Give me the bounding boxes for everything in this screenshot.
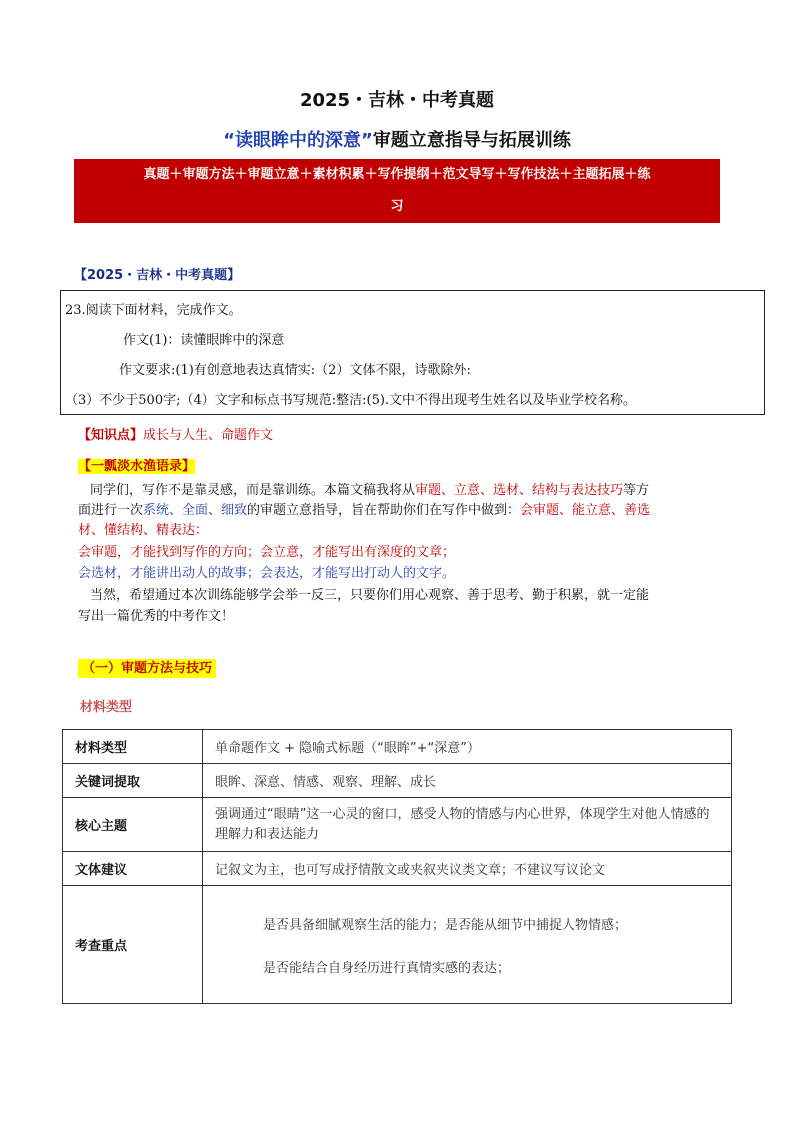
exam-heading: 【2025・吉林・中考真题】 bbox=[74, 268, 241, 283]
intro-heading bbox=[78, 455, 195, 474]
analysis-table bbox=[62, 729, 732, 1004]
knowledge-point bbox=[78, 424, 273, 443]
exam-question-box bbox=[60, 290, 765, 415]
table-row bbox=[63, 764, 732, 798]
question-line-3: 作文要求:(1)有创意地表达真情实:（2）文体不限，诗歌除外: bbox=[119, 363, 471, 378]
focus-line-2: 是否能结合自身经历进行真情实感的表达； bbox=[263, 960, 511, 976]
intro-highlight: 会审题、能立意、善选 bbox=[520, 503, 651, 518]
section-1-subheading: 材料类型 bbox=[80, 700, 133, 715]
table-row bbox=[63, 730, 732, 764]
table-value: 记叙文为主，也可写成抒情散文或夹叙夹议类文章；不建议写议论文 bbox=[203, 852, 732, 886]
intro-line-6: 当然，希望通过本次训练能够学会举一反三，只要你们用心观察、善于思考、勤于积累，就一定能 bbox=[90, 588, 650, 603]
subtitle-rest: 审题立意指导与拓展训练 bbox=[372, 130, 571, 151]
section-1-heading-text: （一）审题方法与技巧 bbox=[78, 659, 216, 678]
page-title: 2025・吉林・中考真题 bbox=[299, 90, 495, 111]
intro-text: 等方 bbox=[623, 483, 650, 498]
table-key: 材料类型 bbox=[63, 730, 203, 764]
table-key: 文体建议 bbox=[63, 852, 203, 886]
table-value bbox=[203, 886, 732, 1004]
knowledge-label: 【知识点】 bbox=[78, 428, 144, 443]
table-key: 关键词提取 bbox=[63, 764, 203, 798]
table-row bbox=[63, 852, 732, 886]
table-value: 眼眸、深意、情感、观察、理解、成长 bbox=[203, 764, 732, 798]
intro-text: 的审题立意指导，旨在帮助你们在写作中做到： bbox=[247, 503, 521, 518]
content-banner bbox=[74, 159, 720, 223]
question-line-1: 23.阅读下面材料，完成作文。 bbox=[65, 303, 242, 318]
table-key: 考查重点 bbox=[63, 886, 203, 1004]
intro-text: 同学们，写作不是靠灵感，而是靠训练。本篇文稿我将从 bbox=[90, 483, 416, 498]
table-row bbox=[63, 798, 732, 852]
intro-line-5: 会选材，才能讲出动人的故事；会表达，才能写出打动人的文字。 bbox=[78, 566, 456, 581]
knowledge-text: 成长与人生、命题作文 bbox=[143, 428, 274, 443]
table-row bbox=[63, 886, 732, 1004]
page-subtitle bbox=[0, 126, 794, 152]
table-value: 单命题作文 + 隐喻式标题（“眼眸”+“深意”） bbox=[203, 730, 732, 764]
intro-highlight: 系统、全面、细致 bbox=[143, 503, 248, 518]
table-value: 强调通过“眼睛”这一心灵的窗口，感受人物的情感与内心世界，体现学生对他人情感的理解力和表达能力 bbox=[203, 798, 732, 852]
focus-line-1: 是否具备细腻观察生活的能力；是否能从细节中捕捉人物情感； bbox=[263, 917, 628, 933]
question-line-4: （3）不少于500字;（4）文字和标点书写规范:整洁:(5).文中不得出现考生姓名以及毕业学校名称。 bbox=[65, 393, 637, 408]
intro-line-7: 写出一篇优秀的中考作文！ bbox=[78, 609, 235, 624]
question-line-2: 作文(1)：读懂眼眸中的深意 bbox=[123, 333, 285, 348]
section-1-heading bbox=[78, 657, 216, 676]
table-key: 核心主题 bbox=[63, 798, 203, 852]
subtitle-quote: “读眼眸中的深意” bbox=[223, 130, 373, 151]
intro-text: 面进行一次 bbox=[78, 503, 144, 518]
intro-heading-text: 【一瓢淡水渔语录】 bbox=[78, 459, 196, 474]
intro-line-3: 材、懂结构、精表达： bbox=[78, 523, 209, 538]
banner-line-2: 习 bbox=[390, 199, 404, 214]
banner-line-1: 真题＋审题方法＋审题立意＋素材积累＋写作提纲＋范文导写＋写作技法＋主题拓展＋练 bbox=[143, 167, 651, 182]
intro-highlight: 审题、立意、选材、结构与表达技巧 bbox=[415, 483, 624, 498]
intro-line-2 bbox=[78, 501, 650, 521]
intro-line-1 bbox=[90, 481, 649, 501]
intro-line-4: 会审题，才能找到写作的方向；会立意，才能写出有深度的文章； bbox=[78, 545, 456, 560]
